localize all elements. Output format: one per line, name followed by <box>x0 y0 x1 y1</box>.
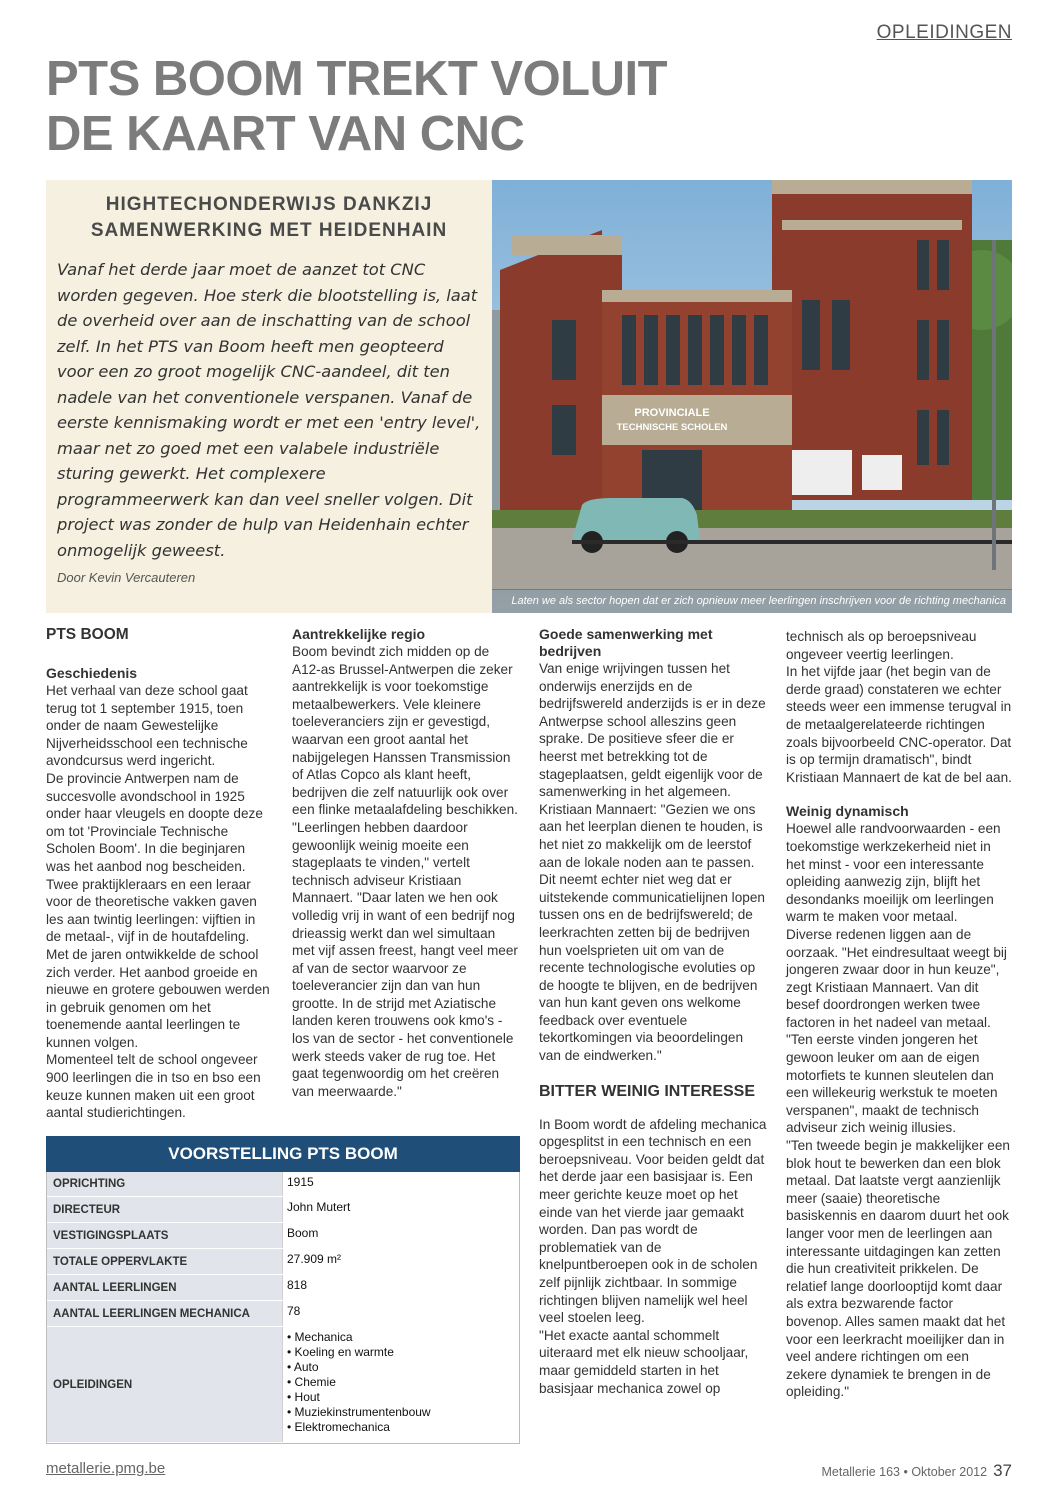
school-building-photo <box>492 180 1012 613</box>
paragraph: Hoewel alle randvoorwaarden - een toekomstige werkzekerheid niet in het minst - voor een interessante opleiding aanwezig zijn, blijft het desondanks moeilijk om leerlingen warm te maken voor metaal. <box>786 821 1001 925</box>
subheading-geschiedenis: Geschiedenis <box>46 665 138 681</box>
building-sign-line-1: PROVINCIALE <box>634 407 710 419</box>
fact-label: DIRECTEUR <box>47 1197 282 1222</box>
column-4 <box>786 628 1012 1401</box>
paragraph: Het verhaal van deze school gaat terug tot 1 september 1915, toen onder de naam Gewestelijke Nijverheidsschool een technische avondcursus werd ingericht. <box>46 683 248 769</box>
page-number: 37 <box>993 1461 1012 1480</box>
fact-value: 78 <box>282 1301 519 1326</box>
headline-line-2: DE KAART VAN CNC <box>46 107 525 161</box>
page-footer <box>821 1461 1012 1481</box>
list-item: • Hout <box>287 1390 320 1404</box>
paragraph: Diverse redenen liggen aan de oorzaak. "Het eindresultaat weegt bij jongeren zwaar door in hun keuze", zegt Kristiaan Mannaert. Van dit besef doordrongen werken twee factoren in het nadeel van metaal. <box>786 926 1007 1030</box>
paragraph: "Ten tweede begin je makkelijker een blok hout te bewerken dan een blok metaal. Dat laatste vergt aanzienlijk meer (saaie) theoretische basiskennis en daarom duurt het ook langer voor men de leerlingen aan interessante uitdagingen kan zetten die hun creativiteit prikkelen. De relatief lange doorlooptijd komt daar als extra bezwarende factor bovenop. Alles samen maakt dat het voor een leerkracht moeilijker dan in veel andere richtingen om een zekere dynamiek te brengen in de opleiding." <box>786 1138 1010 1400</box>
fact-label: AANTAL LEERLINGEN MECHANICA <box>47 1301 282 1326</box>
paragraph: technisch als op beroepsniveau ongeveer veertig leerlingen. <box>786 629 977 662</box>
fact-label: AANTAL LEERLINGEN <box>47 1275 282 1300</box>
section-heading-pts-boom: PTS BOOM <box>46 626 129 643</box>
list-item: • Mechanica <box>287 1330 353 1344</box>
paragraph: "Leerlingen hebben daardoor gewoonlijk weinig moeite een stageplaats te vinden," vertelt technisch adviseur Kristiaan Mannaert. "Daar laten we hen ook volledig vrij in want of een bedrijf nog drieassig werkt dan wel simultaan met vijf assen freest, hangt veel meer af van de sector waarvoor ze toeleverancier zijn dan van hun grootte. In de strijd met Aziatische landen keren trouwens ook kmo's - los van de sector - het conventionele werk steeds vaker de rug toe. Het gaat tegenwoordig om het creëren van meerwaarde." <box>292 819 518 1099</box>
subheading <box>46 192 492 244</box>
paragraph: "Ten eerste vinden jongeren het gewoon leuker om aan de eigen motorfiets te kunnen sleutelen dan een willekeurig werkstuk te moeten verspanen", maakt de technisch adviseur zich weinig illusies. <box>786 1032 998 1136</box>
opleidingen-list <box>287 1330 515 1435</box>
paragraph: Boom bevindt zich midden op de A12-as Brussel-Antwerpen die zeker aantrekkelijk is voor toekomstige metaalbewerkers. Vele kleinere toeleveranciers zijn er gevestigd, waarvan een groot aantal het nabijgelegen Hanssen Transmission of Atlas Copco als klant heeft, bedrijven die zelf natuurlijk ook over een flinke metaalafdeling beschikken. <box>292 644 518 818</box>
fact-label: TOTALE OPPERVLAKTE <box>47 1249 282 1274</box>
column-2 <box>292 626 520 1100</box>
list-item: • Koeling en warmte <box>287 1345 394 1359</box>
fact-table <box>46 1172 520 1444</box>
subheading-line-2: SAMENWERKING MET HEIDENHAIN <box>90 220 448 241</box>
building-sign-line-2: TECHNISCHE SCHOLEN <box>616 422 728 433</box>
photo-caption: Laten we als sector hopen dat er zich opnieuw meer leerlingen inschrijven voor de richting mechanica <box>492 589 1012 613</box>
fact-label: VESTIGINGSPLAATS <box>47 1223 282 1248</box>
fact-value: Boom <box>282 1223 519 1248</box>
paragraph: Kristiaan Mannaert: "Gezien we ons aan het leerplan dienen te houden, is het niet zo makkelijk om de leerstof aan de lokale noden aan te passen. Dit neemt echter niet weg dat er uitstekende communicatielijnen lopen tussen ons en de bedrijfswereld; de leerkrachten zetten bij de bedrijven hun voelsprieten uit om van de recente technologische evoluties op de hoogte te blijven, en de bedrijven van hun kant geven ons welkome feedback over eventuele tekortkomingen via beoordelingen van de eindwerken." <box>539 801 765 1064</box>
column-3 <box>539 626 767 1397</box>
paragraph: "Het exacte aantal schommelt uiteraard met elk nieuw schooljaar, maar gemiddeld starten in het basisjaar mechanica zowel op <box>539 1327 749 1396</box>
list-item: • Chemie <box>287 1375 336 1389</box>
list-item: • Elektromechanica <box>287 1420 390 1434</box>
headline <box>46 52 746 162</box>
list-item: • Auto <box>287 1360 319 1374</box>
fact-row <box>47 1327 519 1443</box>
column-1 <box>46 626 271 1122</box>
fact-box <box>46 1136 520 1444</box>
intro-box <box>46 180 492 613</box>
fact-value <box>282 1327 519 1442</box>
spacer <box>786 786 1012 803</box>
website-link[interactable]: metallerie.pmg.be <box>46 1460 166 1477</box>
fact-row <box>47 1172 519 1197</box>
list-item: • Muziekinstrumentenbouw <box>287 1405 431 1419</box>
subheading-line-1: HIGHTECHONDERWIJS DANKZIJ <box>105 194 433 215</box>
fact-row <box>47 1275 519 1301</box>
subheading-aantrekkelijke-regio: Aantrekkelijke regio <box>292 626 426 642</box>
paragraph: In het vijfde jaar (het begin van de derde graad) constateren we echter steeds weer een immense terugval in de metaalgerelateerde richtingen zoals bijvoorbeeld CNC-operator. Dat is op termijn dramatisch", bindt Kristiaan Mannaert de kat de bel aan. <box>786 664 1012 785</box>
building-illustration <box>492 180 1012 613</box>
issue-label: Metallerie 163 • Oktober 2012 <box>821 1465 988 1479</box>
fact-value: John Mutert <box>282 1197 519 1222</box>
fact-value: 1915 <box>282 1172 519 1196</box>
paragraph: Momenteel telt de school ongeveer 900 leerlingen die in tso en bso een keuze kunnen maken uit een groot aantal studierichtingen. <box>46 1052 261 1121</box>
byline: Door Kevin Vercauteren <box>57 570 196 585</box>
fact-value: 27.909 m² <box>282 1249 519 1274</box>
section-heading-bitter-weinig-interesse: BITTER WEINIG INTERESSE <box>539 1082 756 1100</box>
paragraph: In Boom wordt de afdeling mechanica opgesplitst in een technisch en een beroepsniveau. Voor beiden geldt dat het derde jaar een basisjaar is. Een meer gerichte keuze moet op het einde van het vierde jaar gemaakt worden. Dan pas wordt de problematiek van de knelpuntberoepen ook in de scholen zelf pijnlijk zichtbaar. In sommige richtingen blijven namelijk wel heel veel stoelen leeg. <box>539 1116 767 1326</box>
fact-row <box>47 1301 519 1327</box>
fact-label: OPRICHTING <box>47 1172 282 1196</box>
fact-value: 818 <box>282 1275 519 1300</box>
fact-box-title: VOORSTELLING PTS BOOM <box>46 1136 520 1172</box>
headline-line-1: PTS BOOM TREKT VOLUIT <box>46 52 668 106</box>
subheading-goede-samenwerking: Goede samenwerking met bedrijven <box>539 626 713 659</box>
subheading-weinig-dynamisch: Weinig dynamisch <box>786 803 909 820</box>
paragraph: De provincie Antwerpen nam de succesvolle avondschool in 1925 onder haar vleugels en doopte deze om tot 'Provinciale Technische Scholen Boom'. In die beginjaren was het aanbod nog bescheiden. Twee praktijkleraars en een leraar voor de theoretische vakken gaven les aan twintig leerlingen: vijftien in de metaal-, vijf in de houtafdeling. Met de jaren ontwikkelde de school zich verder. Het aanbod groeide en nieuwe en grotere gebouwen werden in gebruik genomen om het toenemende aantal leerlingen te kunnen volgen. <box>46 770 270 1050</box>
section-label: OPLEIDINGEN <box>876 22 1012 43</box>
fact-row <box>47 1223 519 1249</box>
lead-paragraph: Vanaf het derde jaar moet de aanzet tot CNC worden gegeven. Hoe sterk die blootstelling is, laat de overheid over aan de inschatting van de school zelf. In het PTS van Boom heeft men geopteerd voor een zo groot mogelijk CNC-aandeel, dit ten nadele van het conventionele verspanen. Vanaf de eerste kennismaking wordt er met een 'entry level', maar net zo goed met een valabele industriële sturing gewerkt. Het complexere programmeerwerk kan dan veel sneller volgen. Dit project was zonder de hulp van Heidenhain echter onmogelijk geweest. <box>57 260 481 560</box>
fact-row <box>47 1197 519 1223</box>
fact-label: OPLEIDINGEN <box>47 1327 282 1442</box>
fact-row <box>47 1249 519 1275</box>
paragraph: Van enige wrijvingen tussen het onderwijs enerzijds en de bedrijfswereld anderzijds is er in deze Antwerpse school alleszins geen sprake. De positieve sfeer die er heerst met betrekking tot de stageplaatsen, geldt eigenlijk voor de samenwerking in het algemeen. <box>539 661 766 800</box>
